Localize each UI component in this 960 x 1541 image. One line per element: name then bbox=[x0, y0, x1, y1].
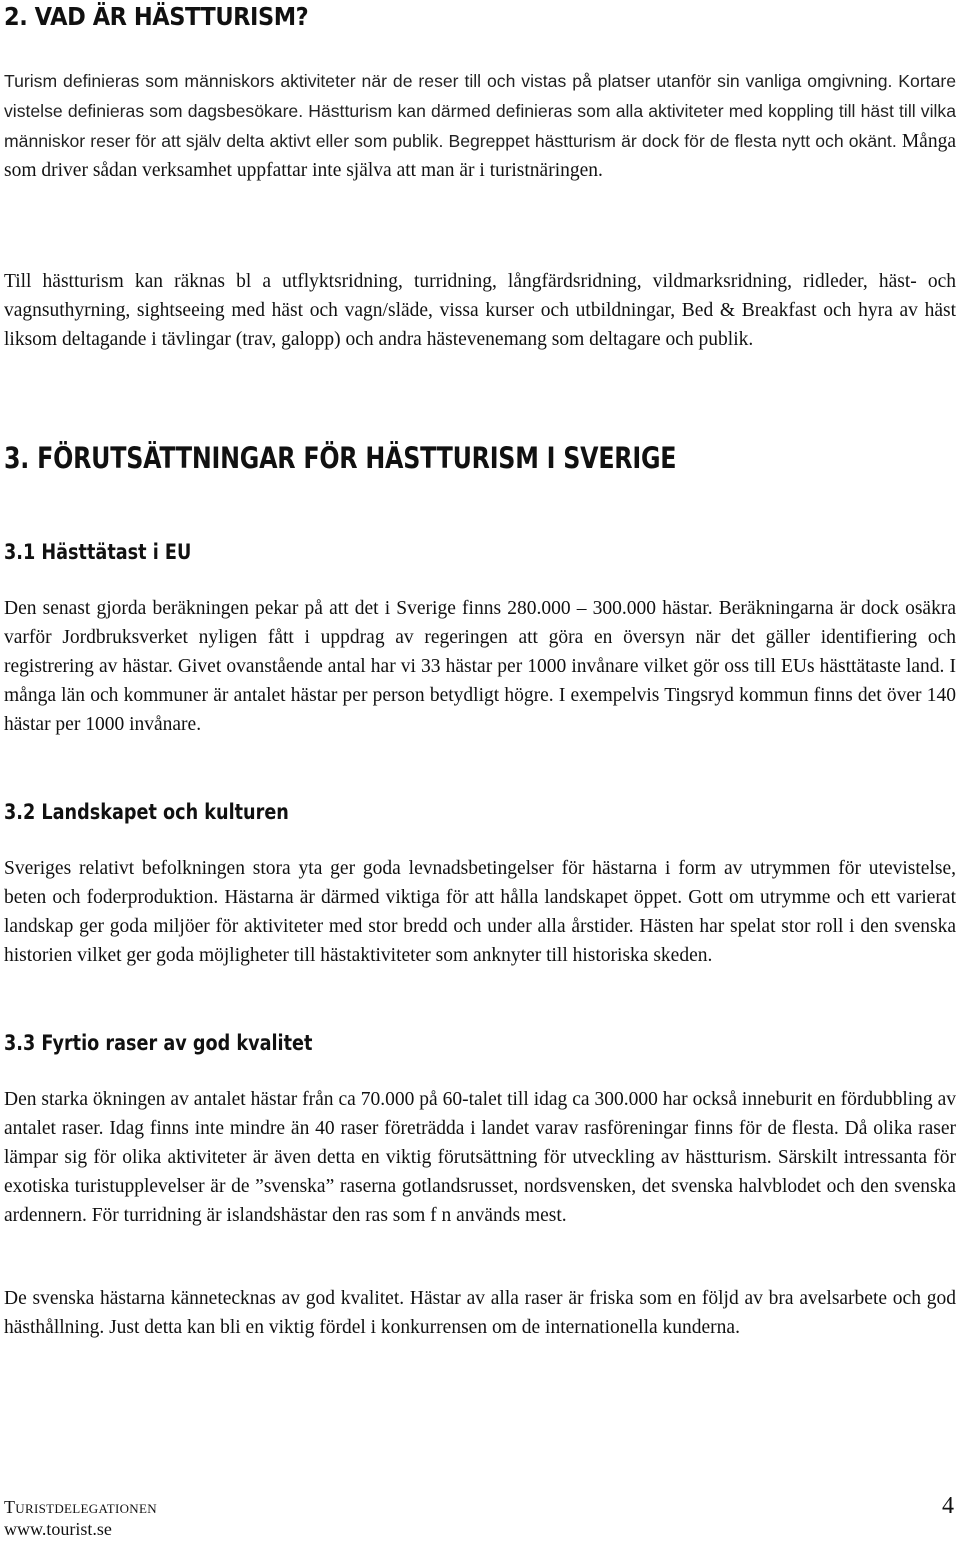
subsection-3-1-heading: 3.1 Hästtätast i EU bbox=[4, 540, 192, 564]
subsection-3-2-text: Sveriges relativt befolkningen stora yta ger goda levnadsbetingelser för hästarna i form av utrymmen för utevistelse, beten och foderproduktion. Hästarna är därmed viktiga för att hålla landskapet öppet. Gott om utrymme och ett varierat landskap ger goda miljöer för aktiviteter med stor bredd och under alla årstider. Hästen har spelat stor roll i den svenska historien vilket ger goda möjligheter till hästaktiviteter som anknyter till historiska skeden. bbox=[4, 858, 956, 966]
industry-note-text: Många som driver sådan verksamhet uppfattar inte själva att man är i turistnäringen. bbox=[4, 130, 956, 181]
definition-text: Turism definieras som människors aktiviteter när de reser till och vistas på platser utanför sin vanliga omgivning. Kortare vistelse definieras som dagsbesökare. Hästturism kan därmed definieras som alla aktiviteter med koppling till häst till vilka människor reser för att själv delta aktivt eller som publik. Begreppet hästturism är dock för de flesta nytt och okänt. bbox=[4, 71, 956, 151]
subsection-3-3-heading: 3.3 Fyrtio raser av god kvalitet bbox=[4, 1031, 313, 1055]
footer-organization: Turistdelegationen bbox=[4, 1497, 157, 1517]
section-2-heading: 2. VAD ÄR HÄSTTURISM? bbox=[4, 2, 309, 31]
subsection-3-3-text-1: Den starka ökningen av antalet hästar från ca 70.000 på 60-talet till idag ca 300.000 har också inneburit en fördubbling av antalet raser. Idag finns inte mindre än 40 raser företrädda i landet varav rasföreningar finns för de flesta. Då olika raser lämpar sig för olika aktiviteter är även detta en viktig förutsättning för utveckling av hästturism. Särskilt intressanta för exotiska turistupplevelser är de ”svenska” raserna gotlandsrusset, nordsvensken, det svenska halvblodet och den svenska ardennern. För turridning är islandshästar den ras som f n används mest. bbox=[4, 1089, 956, 1226]
section-3-heading: 3. FÖRUTSÄTTNINGAR FÖR HÄSTTURISM I SVERIGE bbox=[4, 441, 677, 475]
page-number: 4 bbox=[942, 1493, 954, 1519]
subsection-3-3-text-2: De svenska hästarna kännetecknas av god kvalitet. Hästar av alla raser är friska som en följd av bra avelsarbete och god hästhållning. Just detta kan bli en viktig fördel i konkurrensen om de internationella kunderna. bbox=[4, 1288, 956, 1338]
subsection-3-2-heading: 3.2 Landskapet och kulturen bbox=[4, 800, 289, 824]
section-2-paragraph-1 bbox=[4, 67, 956, 186]
footer-website: www.tourist.se bbox=[4, 1519, 112, 1539]
section-2-paragraph-2: Till hästturism kan räknas bl a utflyktsridning, turridning, långfärdsridning, vildmarksridning, ridleder, häst- och vagnsuthyrning, sightseeing med häst och vagn/släde, vissa kurser och utbildningar, Bed & Breakfast och hyra av häst liksom deltagande i tävlingar (trav, galopp) och andra hästevenemang som deltagare och publik. bbox=[4, 271, 956, 350]
subsection-3-1-text: Den senast gjorda beräkningen pekar på att det i Sverige finns 280.000 – 300.000 hästar. Beräkningarna är dock osäkra varför Jordbruksverket nyligen fått i uppdrag av regeringen att göra en översyn när det gäller identifiering och registrering av hästar. Givet ovanstående antal har vi 33 hästar per 1000 invånare vilket gör oss till EUs hästtätaste land. I många län och kommuner är antalet hästar per person betydligt högre. I exempelvis Tingsryd kommun finns det över 140 hästar per 1000 invånare. bbox=[4, 598, 956, 735]
